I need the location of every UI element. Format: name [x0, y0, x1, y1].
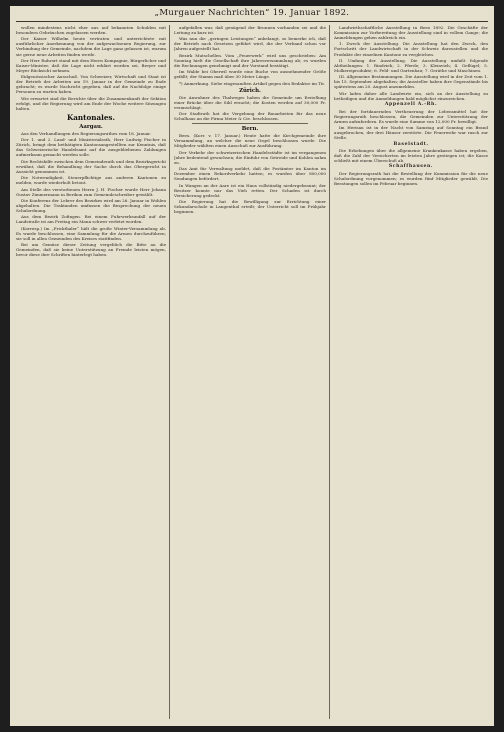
article-paragraph: Bezirk Mutschellen. Vom „Feuerwerk“ wird uns geschrieben: Am Sonntag hielt die Gesellschaft ihre Jahresversammlung ab; es wurden die Rechnungen genehmigt und der Vorstand bestätigt. [174, 52, 326, 68]
article-paragraph: Die Erhebungen über die allgemeine Krankenkasse haben ergeben, daß die Zahl der Versicherten im letzten Jahre gestiegen ist; die Kasse schließt mit einem Überschuß ab. [334, 148, 488, 164]
article-paragraph: Eidgenössischer Ausschuß. Von Schweizer, Wirtschaft und Staat ist der Betrieb der Arbeiten am 19. Januar in der Gemeinde zu Ende gebracht; es wurde Nachricht gegeben, daß auf die Nachfolge einige Personen zu warten haben. [16, 74, 166, 95]
page-header [10, 6, 494, 20]
column-3 [334, 25, 488, 719]
page-title: „Murgauer Nachrichten“ 19. Januar 1892. [154, 8, 350, 18]
article-paragraph: Der Stadtrath hat die Vergebung der Bauarbeiten für das neue Schulhaus an die Firma Meier & Cie. beschlossen. [174, 111, 326, 122]
column-divider [329, 25, 330, 719]
subsection-heading: Schaffhausen. [388, 164, 434, 170]
article-paragraph: Was nun die „geringen Leistungen“ anbelangt, so bemerke ich, daß der Betrieb nach Gesetzen geführt wird, die der Verband schon vor Jahren aufgestellt hat. [174, 36, 326, 52]
subsection-heading: Baselstadt. [393, 141, 429, 147]
article-paragraph: III. Allgemeine Bestimmungen. Die Ausstellung wird in der Zeit vom 1. bis 15. September abgehalten; die Aussteller haben ihre Gegenstände bis spätestens am 20. August anzumelden. [334, 74, 488, 90]
article-paragraph: Landwirthschaftliche Ausstellung in Bern 1892. Die Geschäfte der Kommission zur Vorbereitung der Ausstellung sind in vollem Gange; die Anmeldungen gehen zahlreich ein. [334, 25, 488, 41]
article-paragraph: wollen mindestens nicht eher aus auf bekannten Schulden mit besondern Gebräuchen zugelassen werden. [16, 25, 166, 36]
header-rule [16, 21, 488, 22]
article-paragraph: Bei der fortdauernden Vertheuerung der Lebensmittel hat der Regierungsrath beschlossen, die Gemeinden zur Unterstützung der Armen aufzufordern. Es wurde eine Summe von 12,000 Fr. bewilligt. [334, 108, 488, 124]
column-divider [169, 25, 170, 719]
article-paragraph: *) Anmerkung. Siehe eingesandten Artikel gegen den Redaktor im Tit. [179, 80, 326, 86]
article-paragraph: Der Verkehr der schweizerischen Handelsstädte ist im vergangenen Jahre bedeutend gewachsen; die Einfuhr von Getreide und Kohlen nahm zu. [174, 149, 326, 165]
article-separator [192, 123, 308, 124]
article-paragraph: Bern. (Korr. v. 17. Januar.) Heute hatte die Kirchgemeinde ihre Versammlung, an welcher die neue Orgel beschlossen wurde. Die Mitglieder wählten einen Ausschuß zur Ausführung. [174, 133, 326, 149]
article-paragraph: 1. Zweck der Ausstellung. Die Ausstellung hat den Zweck, den Fortschritt der Landwirtschaft in der Schweiz darzustellen und die Produkte der einzelnen Kantone zu vergleichen. [334, 41, 488, 57]
article-paragraph: Bei um Gemüse dieser Zeitung vergeblich die Bitte an die Gemeinden, daß sie keine Unterstützung an Fremde leisten mögen, bevor diese ihre Schriften hinterlegt haben. [16, 242, 166, 258]
article-paragraph: Wir laden daher alle Landwirte ein, sich an der Ausstellung zu betheiligen und die Anmeldungen bald möglichst einzureichen. [334, 90, 488, 101]
subsection-heading: Aargau. [79, 123, 103, 130]
subsection-heading: Bern. [241, 126, 259, 133]
subsection-heading: Appenzell A.-Rh. [384, 102, 438, 108]
article-paragraph: Der Regierungsrath hat die Bestellung der Kommission für die neue Schulordnung vorgenommen; es wurden fünf Mitglieder gewählt. Die Beratungen sollen im Februar beginnen. [334, 170, 488, 187]
subsection-heading: Zürich. [239, 87, 261, 94]
article-paragraph: Die Anwohner des Thalweges haben die Gemeinde um Erstellung einer Brücke über die Sihl ersucht; die Kosten werden auf 30,000 Fr. veranschlagt. [174, 94, 326, 110]
article-paragraph: Wie erwartet sind die Berichte über die Zusammenkunft der Sektion erfolgt, und die Regierung wird am Ende der Woche weitere Sitzungen halten. [16, 95, 166, 111]
article-paragraph: II. Umfang der Ausstellung. Die Ausstellung umfaßt folgende Abtheilungen: 1. Rindvieh; 2. Pferde; 3. Kleinvieh; 4. Geflügel; 5. Molkereiprodukte; 6. Feld- und Gartenbau; 7. Geräthe und Maschinen. [334, 57, 488, 73]
article-paragraph: aufgefallen war, daß genügend der Brunnen vorhanden sei und die Leitung zu kurz ist. [174, 25, 326, 36]
article-paragraph: Aus den Verhandlungen des Regierungsrathes vom 18. Januar. [21, 130, 151, 136]
article-paragraph: Der Herr Ruhrort stand mit dem Herrn Kompagnie, Bürgerlicher und Kaiser-Minister, daß die Lage nicht erklärt worden sei, Breyer und Meyer Rücksicht nehmen. [16, 57, 166, 73]
article-paragraph: Am Stelle des verstorbenen Herrn J. H. Fischer wurde Herr Johann Gustav Zimmermann in Berikon zum Gemeindeschreiber gewählt. [16, 186, 166, 197]
article-paragraph: In Wangen an der Aare ist ein Haus vollständig niedergebrannt; der Besitzer konnte nur das Vieh retten. Der Schaden ist durch Versicherung gedeckt. [174, 182, 326, 198]
newspaper-page [10, 6, 494, 726]
section-heading: Kantonales. [67, 112, 115, 122]
article-paragraph: Die Konferenz der Lehrer des Bezirkes wird am 26. Januar in Wohlen abgehalten. Die Traktanden umfassen die Besprechung der neuen Schulordnung. [16, 197, 166, 214]
column-2 [174, 25, 326, 719]
article-paragraph: Die Regierung hat die Bewilligung zur Errichtung einer Sekundarschule in Langenthal erteilt; der Unterricht soll im Frühjahr beginnen. [174, 198, 326, 215]
column-1 [16, 25, 166, 719]
article-paragraph: Im Walde bei Oberwil wurde eine Buche von ausnehmender Größe gefällt; der Stamm maß über 30 Meter Länge. [174, 69, 326, 80]
article-paragraph: Im Herisau ist in der Nacht von Samstag auf Sonntag ein Brand ausgebrochen, der drei Häuser zerstörte. Die Feuerwehr war rasch zur Stelle. [334, 125, 488, 141]
article-paragraph: Aus dem Bezirk Zofingen. Bei einem Fuhrwerksunfall auf der Landstraße ist am Freitag ein Mann schwer verletzt worden. [16, 214, 166, 225]
article-paragraph: Der 1. und 2. Land- und Ministerialrath, Herr Ludwig Fischer in Zürich, bringt dem bethätigten Kantonsangestellten zur Kenntnis, daß das Schweizerische Handelsamt auf die ausgebliebenen Zahlungen aufmerksam gemacht werden solle. [16, 137, 166, 158]
article-paragraph: Die Notwendigkeit, Steuerpflichtige aus anderen Kantonen zu melden, wurde wiederholt betont. [16, 175, 166, 186]
article-paragraph: Das Amt für Verwaltung meldet, daß die Postämter im Kanton im Dezember einen Rekordverkehr hatten; es wurden über 800,000 Sendungen befördert. [174, 166, 326, 182]
article-paragraph: (Korresp.) Im „Frickthaler“ hält die große Winter-Versammlung ab. Es wurde beschlossen, eine Sammlung für die Armen durchzuführen; sie soll in allen Gemeinden des Kreises stattfinden. [16, 225, 166, 241]
article-paragraph: Die Rechtshilfe zwischen dem Gemeinderath und dem Bezirksgericht erwähnt, daß die Behandlung der Sache durch das Obergericht in Aussicht genommen ist. [16, 158, 166, 174]
article-paragraph: Der Kaiser Wilhelm heute vertraten und unterrichtete mit ausführlicher Anerkennung von der aufgewachsenen Regierung, zur Verbindung der Gemeinde, nachdem die Lage ganz gelassen ist, warum sie gerne neue Arbeiten finden werde. [16, 36, 166, 57]
